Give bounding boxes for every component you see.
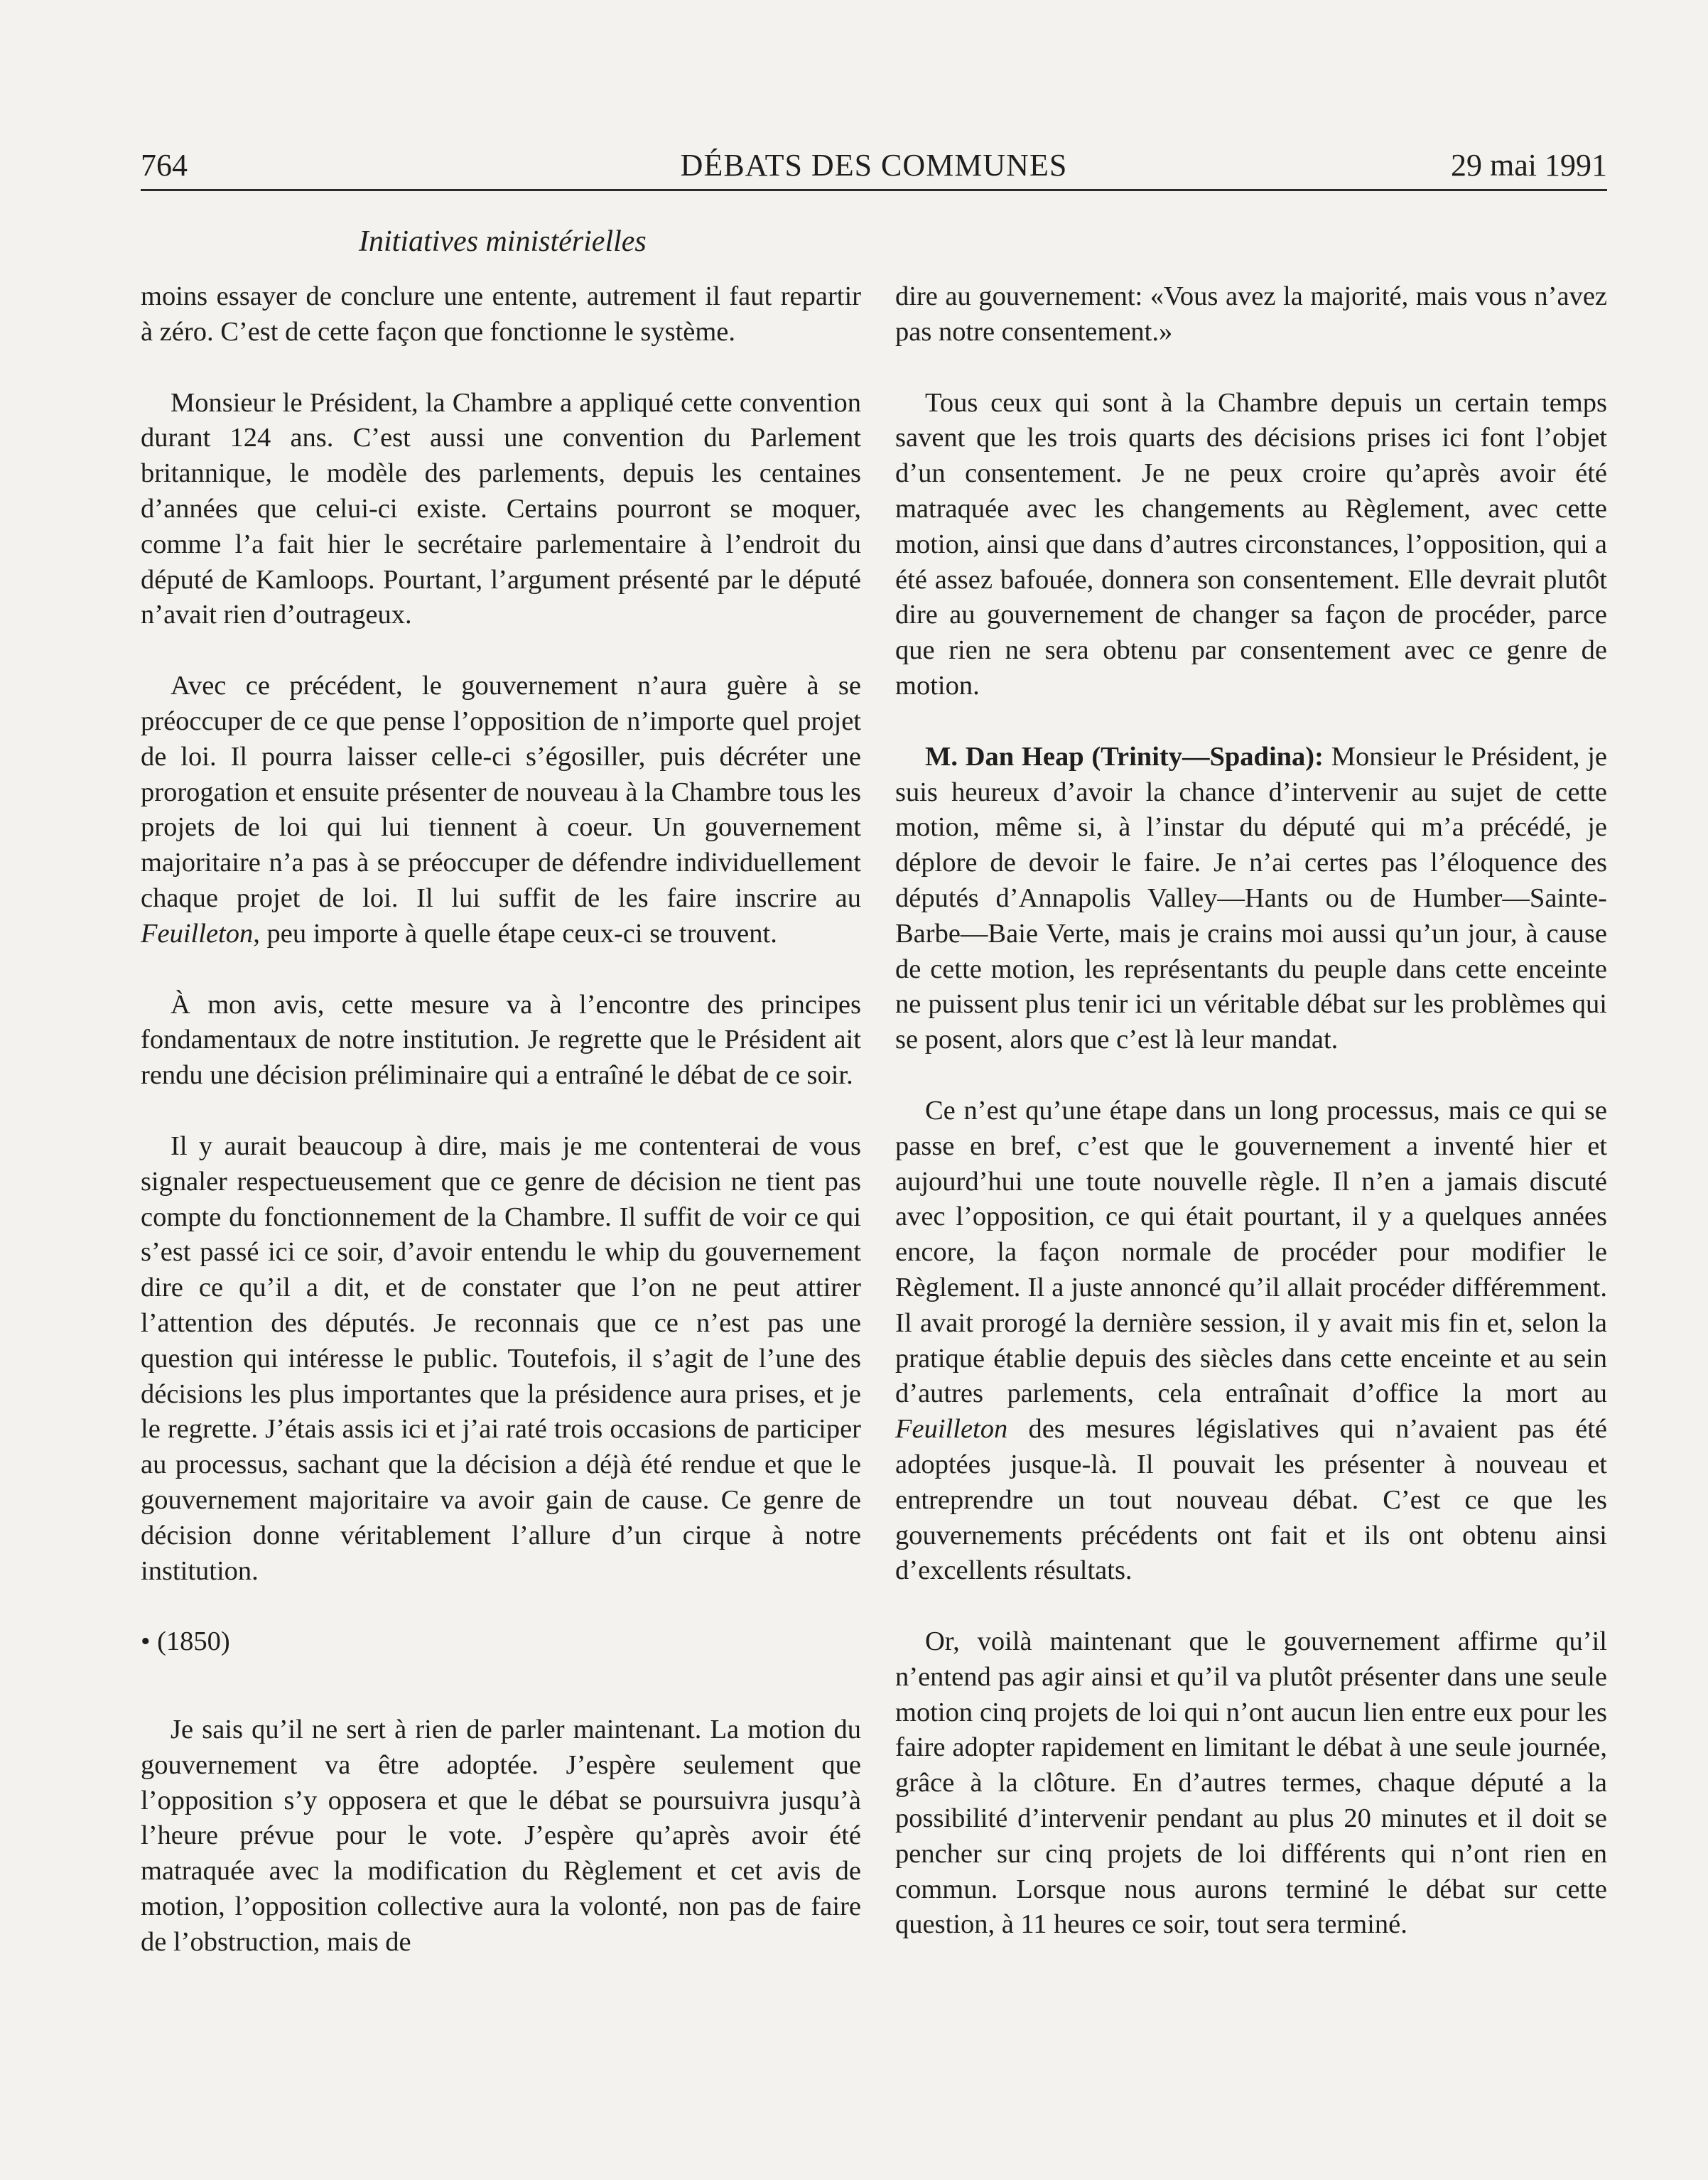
emphasis-text: Feuilleton — [895, 1414, 1008, 1445]
paragraph — [895, 1094, 1607, 1589]
paragraph: À mon avis, cette mesure va à l’encontre des principes fondamentaux de notre institution. Je regrette que le Président ait rendu une décision préliminaire qui a entraîné le débat de ce soir. — [141, 989, 861, 1091]
paragraph: Or, voilà maintenant que le gouvernement affirme qu’il n’entend pas agir ainsi et qu’il va plutôt présenter dans une seule motion cinq projets de loi qui n’ont aucun lien entre eux pour les faire adopter rapidement en limitant le débat à une seule journée, grâce à la clôture. En d’autres termes, chaque député a la possibilité d’intervenir pendant au plus 20 minutes et il doit se pencher sur cinq projets de loi différents qui n’ont rien en commun. Lorsque nous aurons terminé le débat sur cette question, à 11 heures ce soir, tout sera terminé. — [895, 1626, 1607, 1940]
page-header — [141, 146, 1607, 185]
paragraph — [141, 669, 861, 951]
paragraph: dire au gouvernement: «Vous avez la majorité, mais vous n’avez pas notre consentement.» — [895, 281, 1607, 347]
left-column — [141, 279, 861, 1996]
paragraph-text: Monsieur le Président, je suis heureux d’avoir la chance d’intervenir au sujet de cette motion, même si, à l’instar du député qui m’a précédé, je déplore de devoir le faire. Je n’ai certes pas l’éloquence des députés d’Annapolis Valley—Hants ou de Humber—Sainte-Barbe—Baie Verte, mais je crains moi aussi qu’un jour, à cause de cette motion, les représentants du peuple dans cette enceinte ne puissent plus tenir ici un véritable débat sur les problèmes qui se posent, alors que c’est là leur mandat. — [895, 741, 1608, 1055]
paragraph-text: Ce n’est qu’une étape dans un long processus, mais ce qui se passe en bref, c’est que le gouvernement a inventé hier et aujourd’hui une toute nouvelle règle. Il n’en a jamais discuté avec l’opposition, ce qui était pourtant, il y a quelques années encore, la façon normale de procéder pour modifier le Règlement. Il a juste annoncé qu’il allait procéder différemment. Il avait prorogé la dernière session, il y avait mis fin et, selon la pratique établie depuis des siècles dans cette enceinte et au sein d’autres parlements, cela entraînait d’office la mort au — [895, 1095, 1607, 1409]
paragraph-text: des mesures législatives qui n’avaient pas été adoptées jusque-là. Il pouvait les présenter à nouveau et entreprendre un tout nouveau débat. C’est ce que les gouvernements précédents ont fait et ils ont obtenu ainsi d’excellents résultats. — [895, 1414, 1607, 1586]
section-heading: Initiatives ministérielles — [359, 225, 647, 258]
speaker-name: M. Dan Heap (Trinity—Spadina): — [925, 741, 1324, 772]
paragraph: Monsieur le Président, la Chambre a appliqué cette convention durant 124 ans. C’est aussi une convention du Parlement britannique, le modèle des parlements, depuis les centaines d’années que celui-ci existe. Certains pourront se moquer, comme l’a fait hier le secrétaire parlementaire à l’endroit du député de Kamloops. Pourtant, l’argument présenté par le député n’avait rien d’outrageux. — [141, 387, 861, 630]
right-column — [895, 279, 1607, 1978]
paragraph: Je sais qu’il ne sert à rien de parler maintenant. La motion du gouvernement va être adoptée. J’espère seulement que l’opposition s’y opposera et que le débat se poursuivra jusqu’à l’heure prévue pour le vote. J’espère qu’après avoir été matraquée avec la modification du Règlement et cet avis de motion, l’opposition collective aura la volonté, non pas de faire de l’obstruction, mais de — [141, 1715, 861, 1957]
paragraph: moins essayer de conclure une entente, autrement il faut repartir à zéro. C’est de cette façon que fonctionne le système. — [141, 281, 861, 347]
paragraph: Tous ceux qui sont à la Chambre depuis un certain temps savent que les trois quarts des décisions prises ici font l’objet d’un consentement. Je ne peux croire qu’après avoir été matraquée avec les changements au Règlement, avec cette motion, ainsi que dans d’autres circonstances, l’opposition, qui a été assez bafouée, donnera son consentement. Elle devrait plutôt dire au gouvernement de changer sa façon de procéder, parce que rien ne sera obtenu par consentement avec ce genre de motion. — [895, 387, 1607, 701]
publication-title: DÉBATS DES COMMUNES — [680, 148, 1068, 183]
header-rule — [141, 189, 1607, 191]
time-marker: • (1850) — [141, 1626, 230, 1657]
paragraph-text: Avec ce précédent, le gouvernement n’aura guère à se préoccuper de ce que pense l’opposition de n’importe quel projet de loi. Il pourra laisser celle-ci s’égosiller, puis décréter une prorogation et ensuite présenter de nouveau à la Chambre tous les projets de loi qui lui tiennent à coeur. Un gouvernement majoritaire n’a pas à se préoccuper de défendre individuellement chaque projet de loi. Il lui suffit de les faire inscrire au — [141, 671, 861, 913]
emphasis-text: Feuilleton — [141, 918, 254, 949]
page-number: 764 — [141, 148, 188, 183]
paragraph-text: , peu importe à quelle étape ceux-ci se trouvent. — [253, 918, 777, 949]
page-date: 29 mai 1991 — [1451, 148, 1607, 183]
paragraph — [895, 740, 1607, 1058]
paragraph: Il y aurait beaucoup à dire, mais je me contenterai de vous signaler respectueusement que ce genre de décision ne tient pas compte du fonctionnement de la Chambre. Il suffit de voir ce qui s’est passé ici ce soir, d’avoir entendu le whip du gouvernement dire ce qu’il a dit, et de constater que l’on ne peut attirer l’attention des députés. Je reconnais que ce n’est pas une question qui intéresse le public. Toutefois, il s’agit de l’une des décisions les plus importantes que la présidence aura prises, et je le regrette. J’étais assis ici et j’ai raté trois occasions de participer au processus, sachant que la décision a déjà été rendue et que le gouvernement majoritaire va avoir gain de cause. Ce genre de décision donne véritablement l’allure d’un cirque à notre institution. — [141, 1131, 861, 1586]
